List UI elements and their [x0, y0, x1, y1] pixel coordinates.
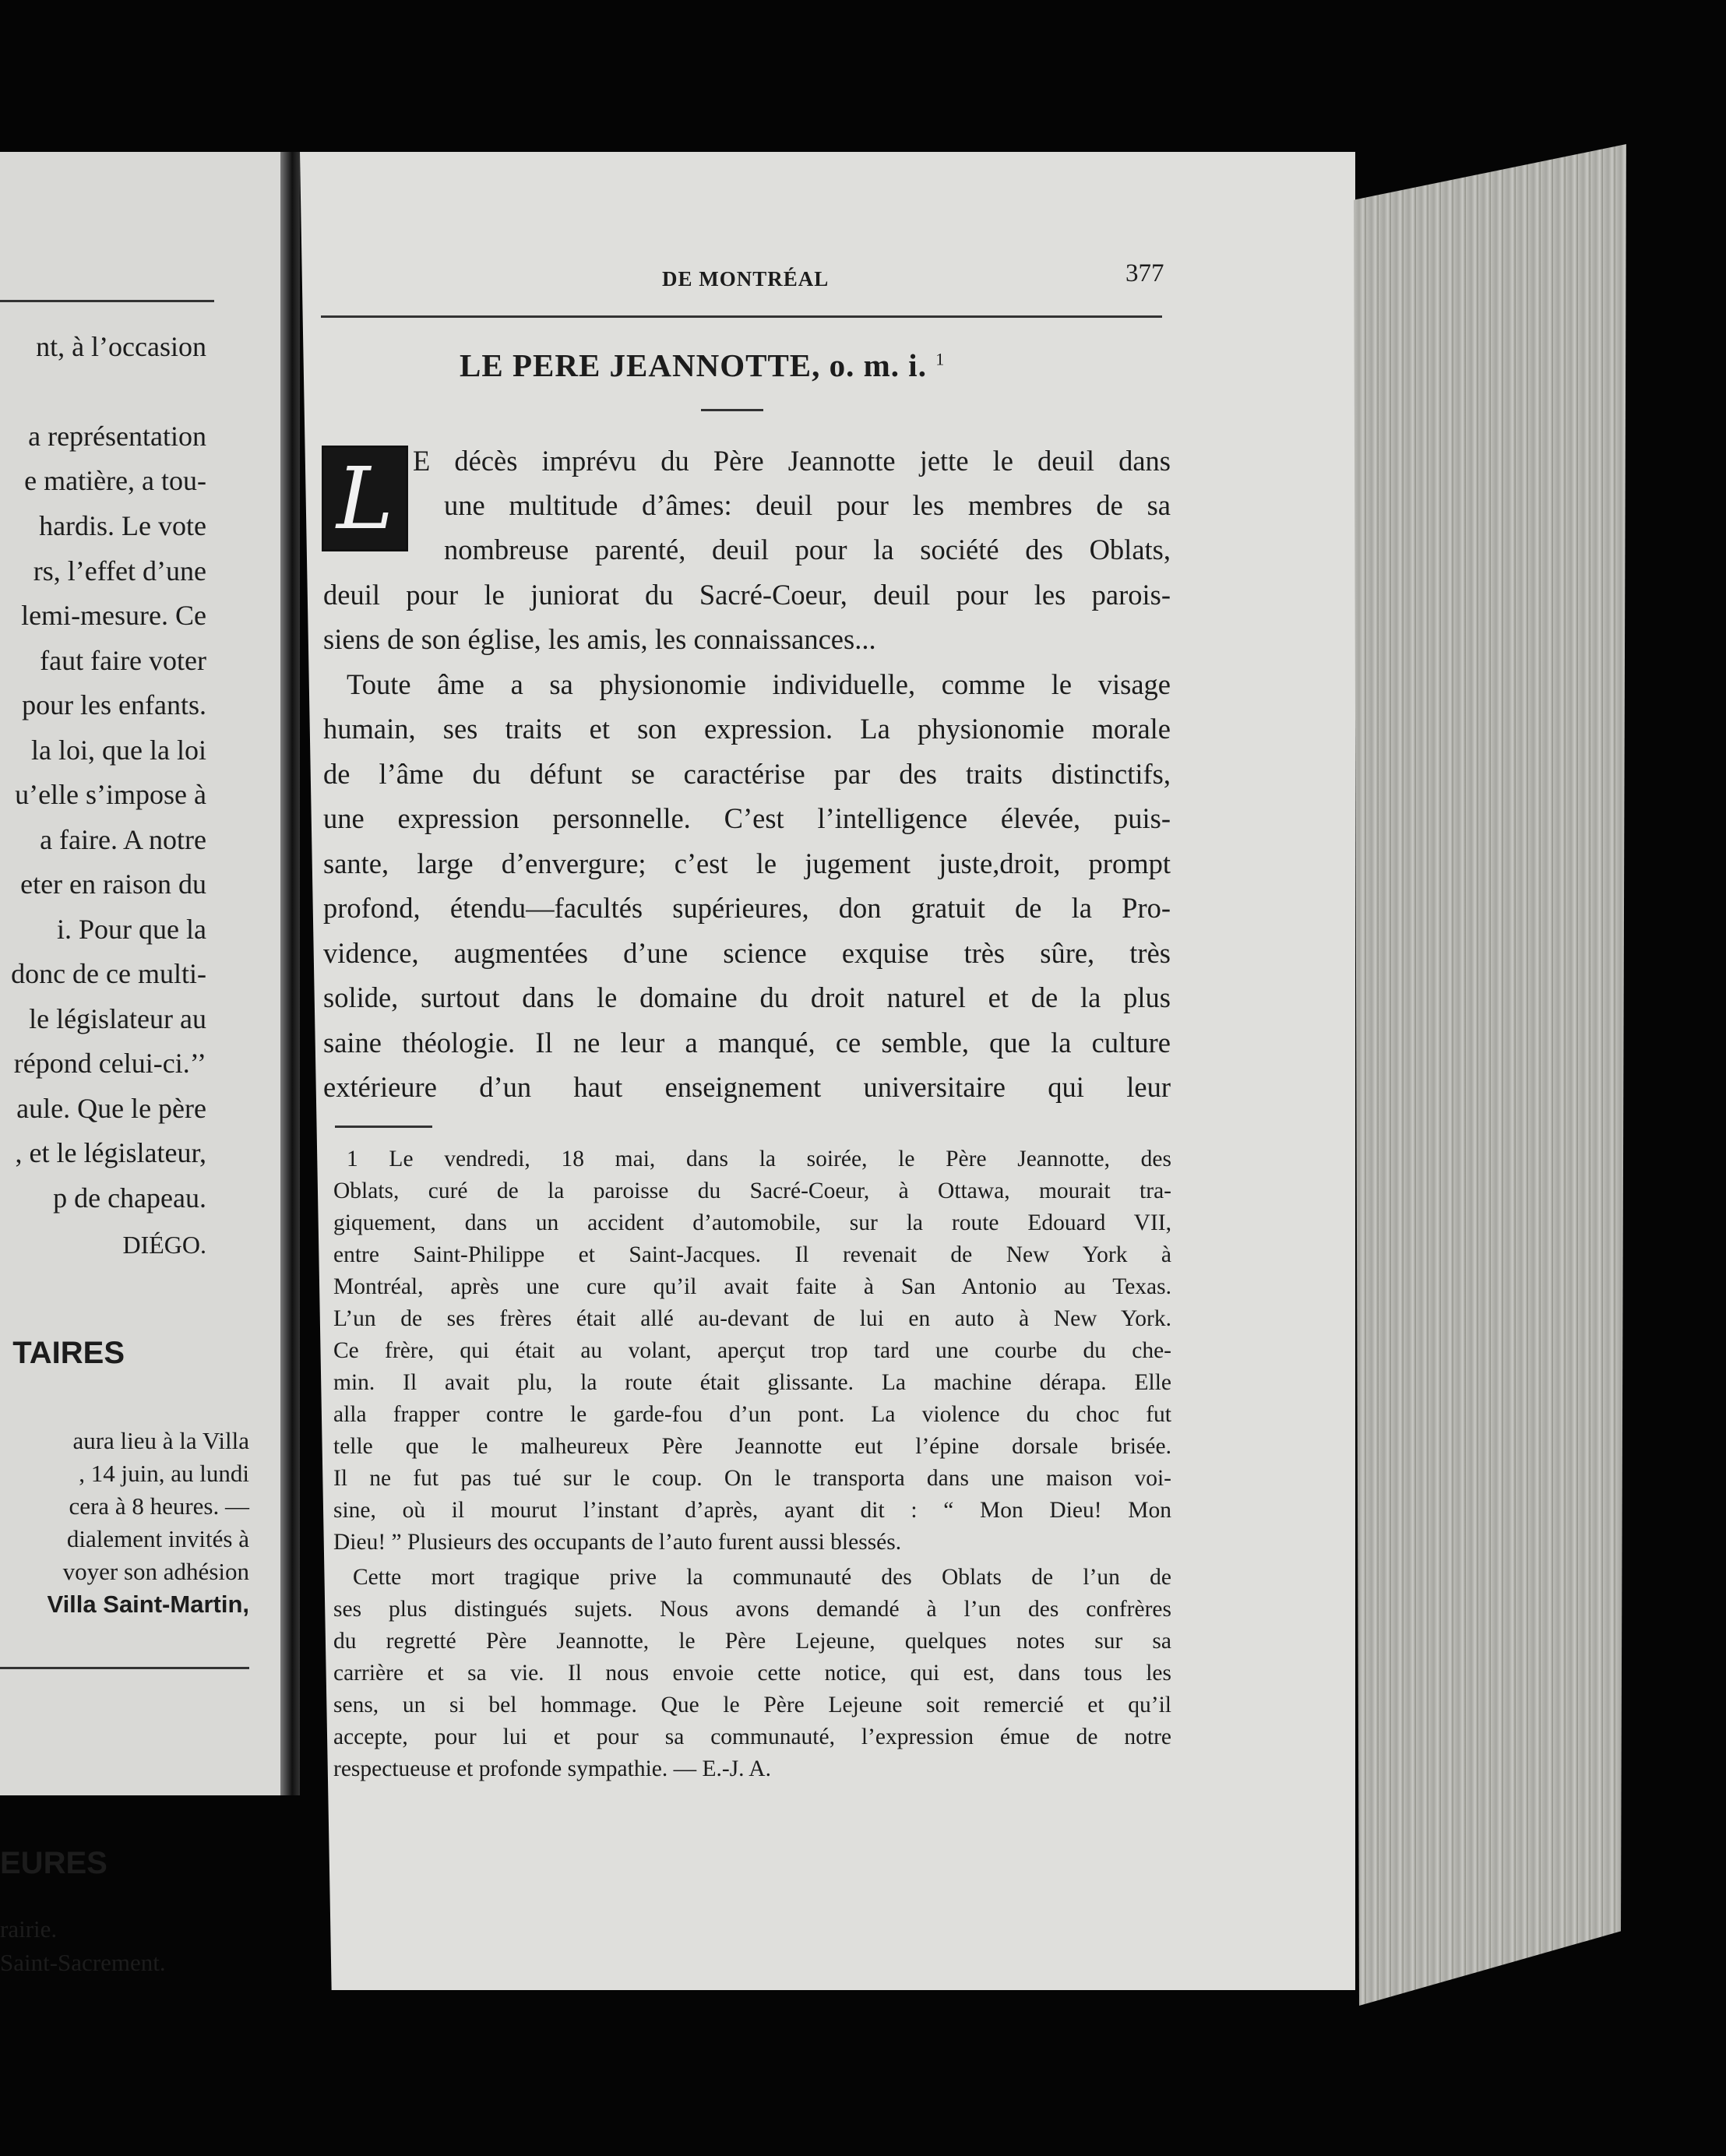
left-page-heading: TAIRES: [12, 1336, 125, 1370]
body-line: Toute âme a sa physionomie individuelle, comme le visage: [347, 668, 1171, 700]
left-page-line: rairie.: [0, 1915, 58, 1943]
left-page-line: aule. Que le père: [16, 1093, 206, 1124]
footnote-line: Ce frère, qui était au volant, aperçut trop tard une courbe du che-: [333, 1338, 1171, 1363]
left-page-line: a faire. A notre: [40, 824, 206, 855]
left-page-notice-line: voyer son adhésion: [62, 1558, 249, 1585]
footnote-line: entre Saint-Philippe et Saint-Jacques. Il revenait de New York à: [333, 1242, 1171, 1267]
left-page-line: le législateur au: [29, 1003, 206, 1034]
footnote-line: L’un de ses frères était allé au-devant de lui en auto à New York.: [333, 1306, 1171, 1331]
footnote-line: sens, un si bel hommage. Que le Père Lejeune soit remercié et qu’il: [333, 1693, 1171, 1717]
drop-cap: L: [322, 446, 408, 551]
body-line: une multitude d’âmes: deuil pour les membres de sa: [444, 489, 1171, 521]
left-page-rule: [0, 1667, 249, 1669]
footnote-line: giquement, dans un accident d’automobile, sur la route Edouard VII,: [333, 1210, 1171, 1235]
footnote-line: min. Il avait plu, la route était glissante. La machine dérapa. Elle: [333, 1370, 1171, 1395]
left-page-line: la loi, que la loi: [31, 735, 206, 766]
left-page-line: donc de ce multi-: [11, 958, 206, 989]
left-page-line: e matière, a tou-: [24, 465, 206, 496]
left-page-signature: DIÉGO.: [122, 1231, 206, 1259]
left-page-line: , et le législateur,: [15, 1137, 206, 1168]
left-page-line: Saint-Sacrement.: [0, 1949, 166, 1976]
body-line: extérieure d’un haut enseignement universitaire qui leur: [323, 1071, 1171, 1103]
body-line: E décès imprévu du Père Jeannotte jette le deuil dans: [413, 445, 1171, 477]
footnote-line: Cette mort tragique prive la communauté des Oblats de l’un de: [353, 1565, 1171, 1590]
left-page-line: p de chapeau.: [53, 1182, 206, 1214]
body-line: nombreuse parenté, deuil pour la société des Oblats,: [444, 534, 1171, 565]
page-edges: [1354, 144, 1626, 2006]
footnote-line: ses plus distingués sujets. Nous avons demandé à l’un des confrères: [333, 1597, 1171, 1622]
left-page-notice-line: , 14 juin, au lundi: [79, 1460, 249, 1487]
body-line: profond, étendu—facultés supérieures, don gratuit de la Pro-: [323, 892, 1171, 924]
left-page-heading: EURES: [0, 1846, 107, 1880]
article-title: [460, 347, 1051, 384]
left-page-line: hardis. Le vote: [39, 510, 206, 541]
body-line: solide, surtout dans le domaine du droit naturel et de la plus: [323, 981, 1171, 1013]
body-line: deuil pour le juniorat du Sacré-Coeur, deuil pour les parois-: [323, 579, 1171, 611]
left-facing-page: [0, 152, 280, 1976]
footnote-line: 1 Le vendredi, 18 mai, dans la soirée, le Père Jeannotte, des: [347, 1147, 1171, 1171]
footnote-line: sine, où il mourut l’instant d’après, ayant dit : “ Mon Dieu! Mon: [333, 1498, 1171, 1523]
left-page-line: a représentation: [28, 421, 206, 452]
body-line: vidence, augmentées d’une science exquise très sûre, très: [323, 937, 1171, 969]
footnote-line: du regretté Père Jeannotte, le Père Lejeune, quelques notes sur sa: [333, 1629, 1171, 1654]
footnote-line: Il ne fut pas tué sur le coup. On le transporta dans une maison voi-: [333, 1466, 1171, 1491]
body-line: siens de son église, les amis, les connaissances...: [323, 623, 876, 655]
left-page-top-rule: [0, 300, 214, 302]
footnote-line: respectueuse et profonde sympathie. — E.-J. A.: [333, 1756, 771, 1781]
book-gutter: [280, 152, 300, 1795]
footnote-rule: [335, 1126, 432, 1128]
left-page-line: nt, à l’occasion: [36, 331, 206, 362]
left-page-line: rs, l’effet d’une: [33, 555, 206, 587]
left-page-line: répond celui-ci.’’: [13, 1048, 206, 1079]
running-head: DE MONTRÉAL: [662, 267, 830, 291]
left-page-notice-line: aura lieu à la Villa: [72, 1427, 249, 1454]
left-page-notice-line: Villa Saint-Martin,: [47, 1591, 249, 1618]
body-line: sante, large d’envergure; c’est le jugement juste,droit, prompt: [323, 847, 1171, 879]
footnote-line: carrière et sa vie. Il nous envoie cette notice, qui est, dans tous les: [333, 1661, 1171, 1686]
footnote-line: Oblats, curé de la paroisse du Sacré-Coeur, à Ottawa, mourait tra-: [333, 1178, 1171, 1203]
left-page-notice-line: dialement invités à: [66, 1525, 249, 1552]
body-line: saine théologie. Il ne leur a manqué, ce semble, que la culture: [323, 1027, 1171, 1059]
left-page-line: eter en raison du: [20, 868, 206, 900]
footnote-line: alla frapper contre le garde-fou d’un pont. La violence du choc fut: [333, 1402, 1171, 1427]
body-line: de l’âme du défunt se caractérise par des traits distinctifs,: [323, 758, 1171, 790]
article-title-text: LE PERE JEANNOTTE, o. m. i.: [460, 347, 927, 383]
footnote-line: telle que le malheureux Père Jeannotte eut l’épine dorsale brisée.: [333, 1434, 1171, 1459]
body-line: humain, ses traits et son expression. La physionomie morale: [323, 713, 1171, 745]
left-page-notice-line: cera à 8 heures. —: [69, 1492, 249, 1520]
footnote-line: Dieu! ” Plusieurs des occupants de l’auto furent aussi blessés.: [333, 1530, 902, 1555]
footnote-line: accepte, pour lui et pour sa communauté, l’expression émue de notre: [333, 1724, 1171, 1749]
page-number: 377: [1125, 259, 1164, 287]
title-rule: [701, 409, 763, 411]
left-page-line: faut faire voter: [40, 645, 206, 676]
footnote-line: Montréal, après une cure qu’il avait faite à San Antonio au Texas.: [333, 1274, 1171, 1299]
left-page-line: u’elle s’impose à: [15, 779, 206, 810]
left-page-line: pour les enfants.: [22, 689, 206, 720]
left-page-line: lemi-mesure. Ce: [21, 600, 206, 631]
page-header: [319, 152, 1176, 291]
header-rule: [321, 315, 1162, 318]
left-page-line: i. Pour que la: [57, 914, 206, 945]
body-line: une expression personnelle. C’est l’intelligence élevée, puis-: [323, 802, 1171, 834]
title-footnote-mark: 1: [935, 349, 946, 369]
